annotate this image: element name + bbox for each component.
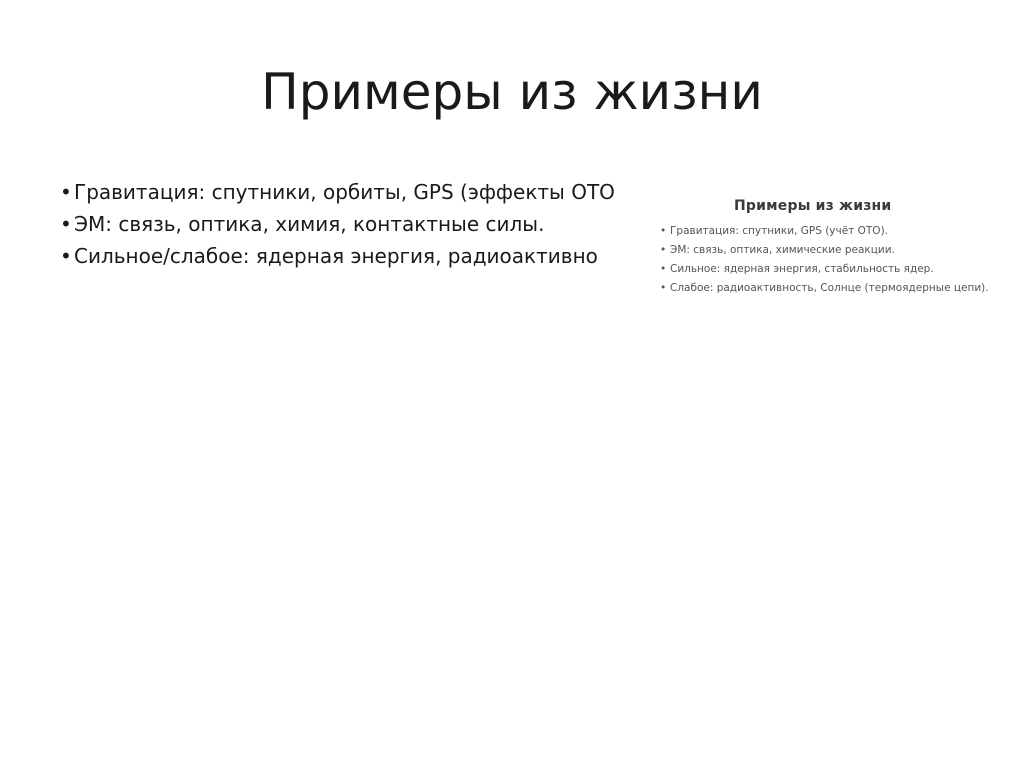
list-item-text: Гравитация: спутники, GPS (учёт ОТО).: [670, 225, 889, 237]
list-item: [660, 260, 989, 279]
bullet-icon: •: [60, 212, 72, 236]
list-item: [60, 208, 616, 240]
bullet-icon: •: [660, 244, 667, 256]
bullet-icon: •: [60, 180, 72, 204]
list-item-text: Сильное: ядерная энергия, стабильность ядер.: [670, 263, 934, 275]
bullet-icon: •: [660, 282, 667, 294]
list-item-text: ЭМ: связь, оптика, химия, контактные силы.: [74, 212, 545, 236]
slide-title: Примеры из жизни: [261, 63, 763, 121]
bullet-icon: •: [660, 225, 667, 237]
list-item: [60, 240, 616, 272]
list-item: [660, 222, 989, 241]
list-item-text: Гравитация: спутники, орбиты, GPS (эффекты ОТО: [74, 180, 615, 204]
list-item: [660, 241, 989, 260]
inset-title: Примеры из жизни: [734, 198, 892, 214]
bullet-icon: •: [60, 244, 72, 268]
main-bullet-list: [60, 176, 616, 272]
inset-bullet-list: [660, 222, 989, 298]
list-item-text: ЭМ: связь, оптика, химические реакции.: [670, 244, 895, 256]
list-item-text: Слабое: радиоактивность, Солнце (термоядерные цепи).: [670, 282, 989, 294]
list-item: [660, 279, 989, 298]
bullet-icon: •: [660, 263, 667, 275]
inset-image: [648, 196, 1024, 306]
list-item-text: Сильное/слабое: ядерная энергия, радиоактивно: [74, 244, 598, 268]
list-item: [60, 176, 616, 208]
